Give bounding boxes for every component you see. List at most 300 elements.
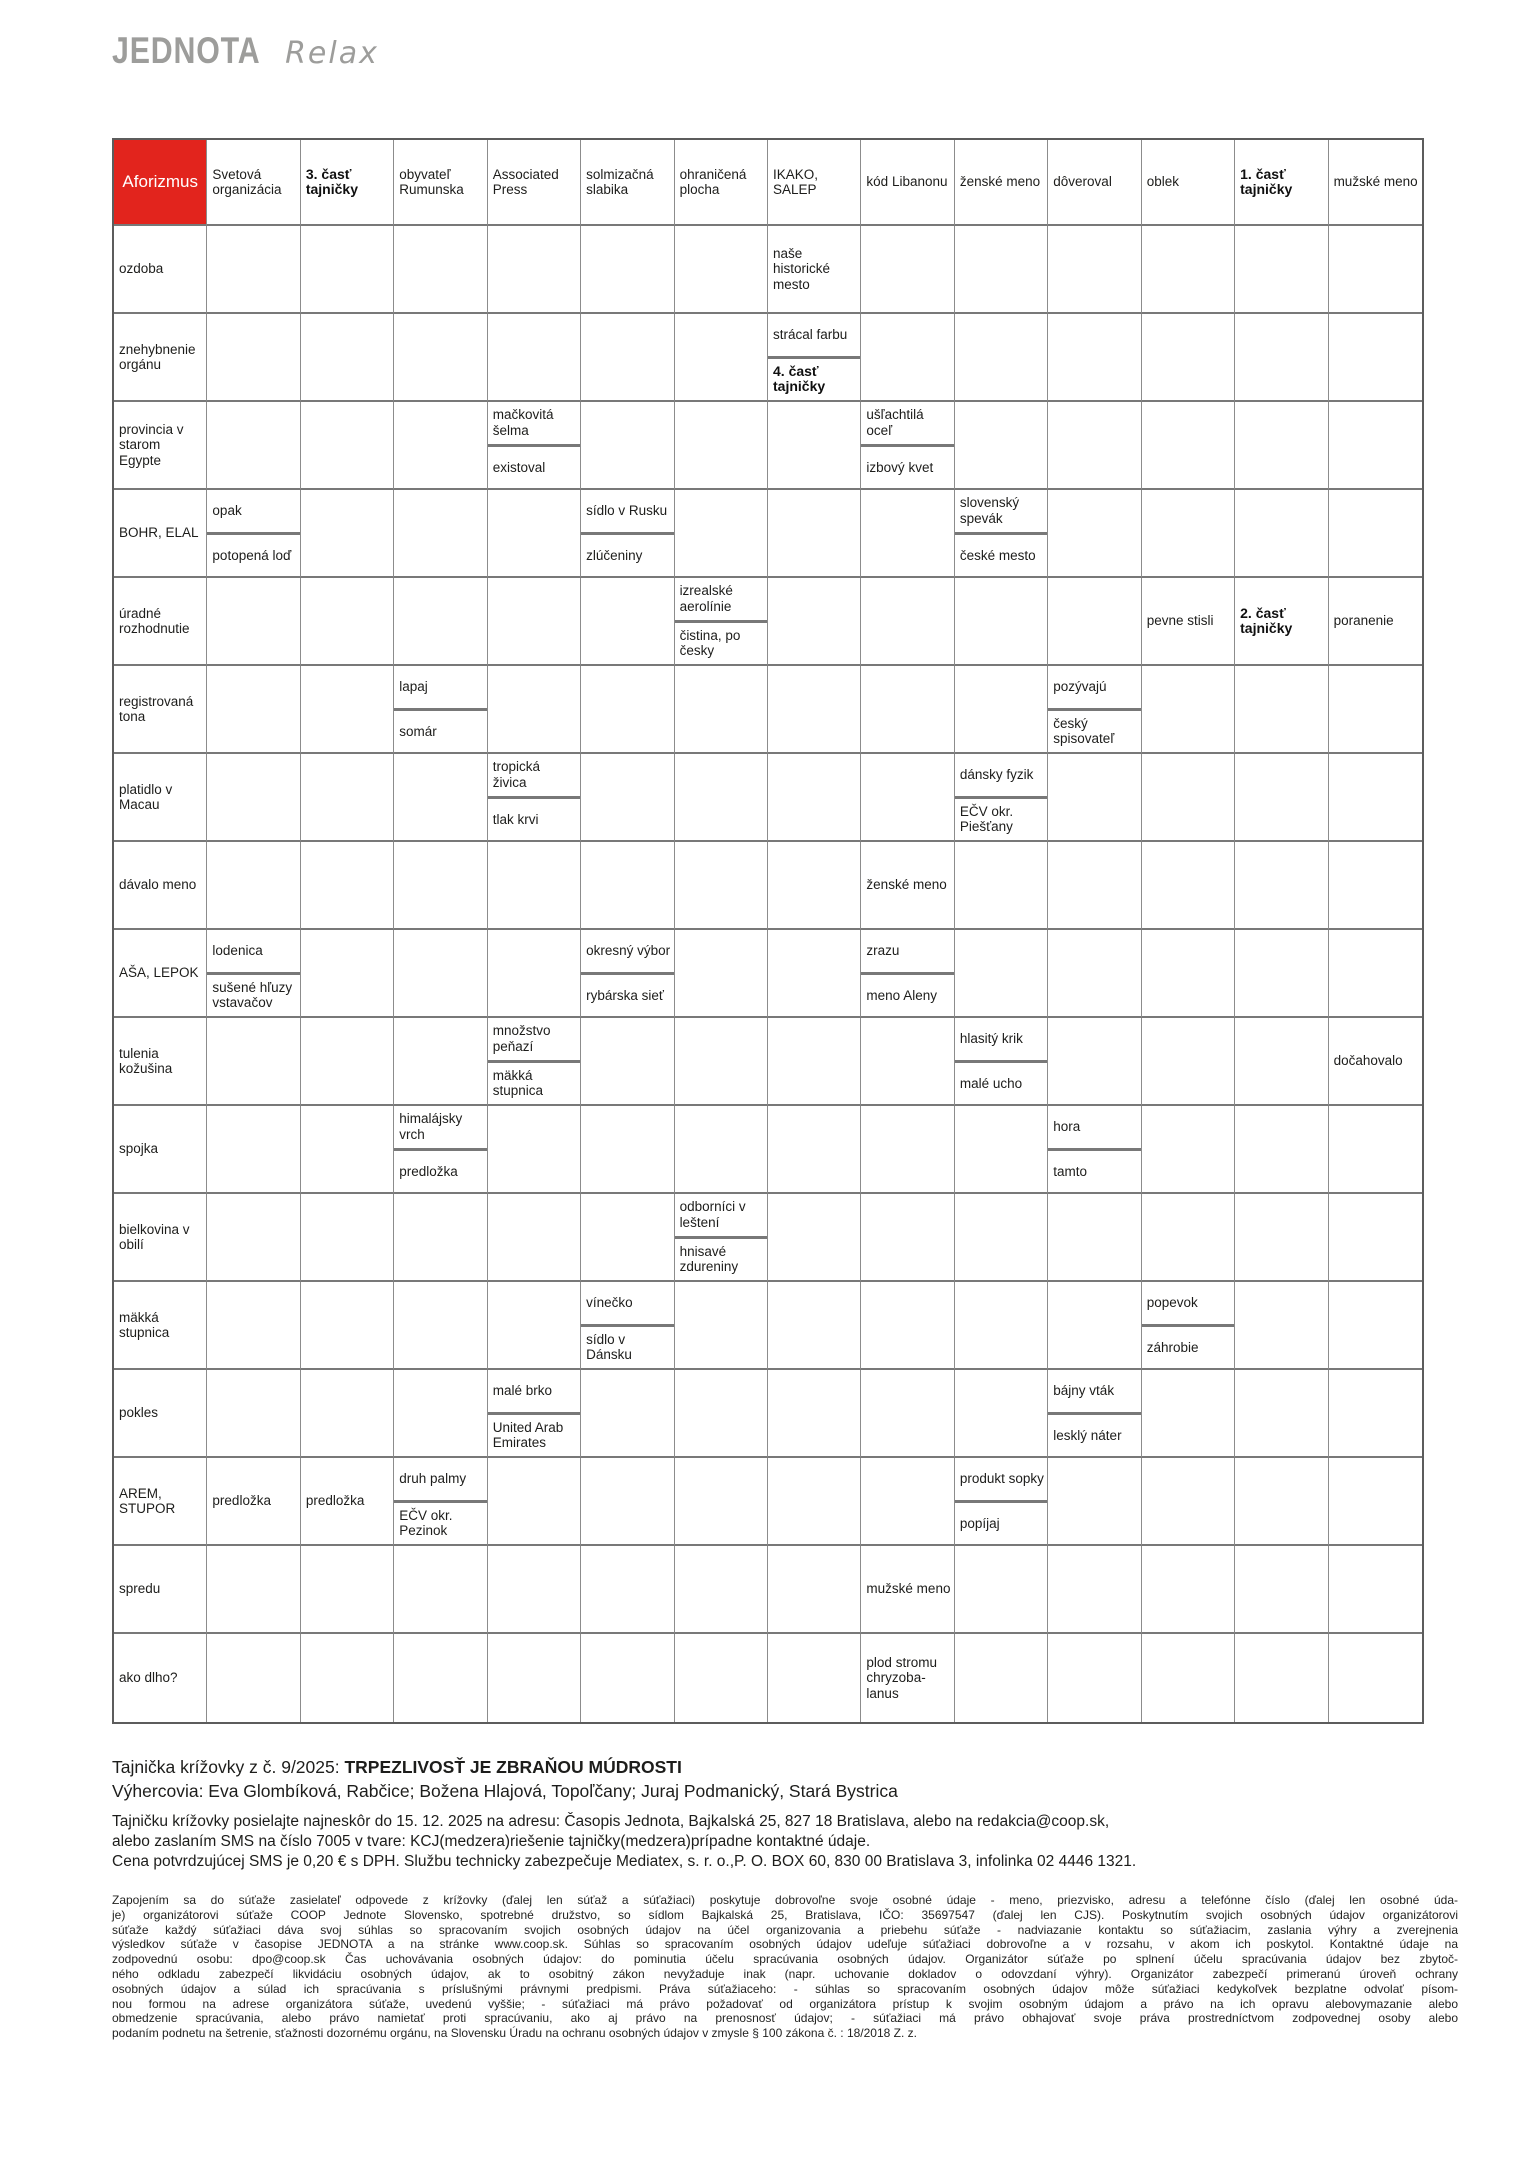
answer-cell[interactable] (581, 666, 674, 754)
clue-cell-split (955, 1458, 1048, 1546)
answer-cell[interactable] (1142, 1546, 1235, 1634)
answer-cell[interactable] (1048, 930, 1141, 1018)
answer-cell[interactable] (301, 1282, 394, 1370)
answer-cell[interactable] (1235, 314, 1328, 402)
clue-cell: plod stromu chryzoba- lanus (861, 1634, 954, 1722)
answer-cell[interactable] (768, 1106, 861, 1194)
answer-cell[interactable] (675, 226, 768, 314)
answer-cell[interactable] (1048, 842, 1141, 930)
answer-cell[interactable] (207, 1634, 300, 1722)
answer-cell[interactable] (1142, 314, 1235, 402)
answer-cell[interactable] (675, 1018, 768, 1106)
answer-cell[interactable] (301, 226, 394, 314)
legal-line: podaním podnetu na šetrenie, sťažnosti dozornému orgánu, na Slovensku Úradu na ochranu osobných údajov v zmysle § 100 zákona č. : 18/2018 Z. z. (112, 2026, 917, 2041)
clue-cell-split (488, 1018, 581, 1106)
answer-cell[interactable] (675, 1546, 768, 1634)
row-clue-cell: pokles (114, 1370, 207, 1458)
answer-cell[interactable] (768, 842, 861, 930)
clue-cell-split (581, 490, 674, 578)
answer-cell[interactable] (301, 1546, 394, 1634)
row-clue-cell: dávalo meno (114, 842, 207, 930)
instruction-line: alebo zaslaním SMS na číslo 7005 v tvare: KCJ(medzera)riešenie tajničky(medzera)prípadne kontaktné údaje. (112, 1833, 871, 1850)
grid-header-cell: oblek (1142, 140, 1235, 226)
grid-header-cell: solmizačná slabika (581, 140, 674, 226)
answer-cell[interactable] (488, 930, 581, 1018)
clue-cell-split (488, 402, 581, 490)
answer-cell[interactable] (1329, 314, 1422, 402)
answer-cell[interactable] (1329, 1458, 1422, 1546)
answer-cell[interactable] (1142, 1018, 1235, 1106)
answer-cell[interactable] (394, 1018, 487, 1106)
answer-cell[interactable] (301, 490, 394, 578)
answer-cell[interactable] (955, 930, 1048, 1018)
clue-bottom: sídlo v Dánsku (586, 1331, 632, 1363)
answer-cell[interactable] (581, 314, 674, 402)
answer-cell[interactable] (1235, 842, 1328, 930)
instruction-line: Tajničku krížovky posielajte najneskôr do 15. 12. 2025 na adresu: Časopis Jednota, Bajkalská 25, 827 18 Bratislava, alebo na redakcia@coop.sk, (112, 1813, 1110, 1830)
answer-cell[interactable] (1142, 402, 1235, 490)
grid-header-cell: ohraničená plocha (675, 140, 768, 226)
answer-cell[interactable] (488, 1634, 581, 1722)
answer-cell[interactable] (394, 1634, 487, 1722)
clue-top: hlasitý krik (955, 1018, 1047, 1063)
answer-cell[interactable] (394, 1282, 487, 1370)
clue-top: množstvo peňazí (488, 1018, 580, 1063)
answer-cell[interactable] (581, 1634, 674, 1722)
legal-line: Zapojením sa do súťaže zasielateľ odpovede z krížovky (ďalej len súťaž a súťažiaci) poskytuje dobrovoľne svoje osobné údaje - meno, priezvisko, adresu a telefónne číslo (ďalej len osobné úda- (112, 1893, 1458, 1907)
answer-cell[interactable] (955, 1370, 1048, 1458)
answer-cell[interactable] (301, 1018, 394, 1106)
answer-cell[interactable] (675, 1634, 768, 1722)
answer-cell[interactable] (768, 1282, 861, 1370)
grid-header-cell: Svetová organizácia (207, 140, 300, 226)
answer-cell[interactable] (955, 1546, 1048, 1634)
answer-cell[interactable] (581, 226, 674, 314)
answer-cell[interactable] (1329, 490, 1422, 578)
row-clue-cell: AREM, STUPOR (114, 1458, 207, 1546)
answer-cell[interactable] (861, 1282, 954, 1370)
answer-cell[interactable] (1142, 1634, 1235, 1722)
answer-cell[interactable] (768, 1370, 861, 1458)
clue-bottom: mäkká stupnica (492, 1067, 543, 1099)
answer-cell[interactable] (301, 666, 394, 754)
row-clue-cell: AŠA, LEPOK (114, 930, 207, 1018)
answer-cell[interactable] (861, 490, 954, 578)
answer-cell[interactable] (581, 402, 674, 490)
answer-cell[interactable] (394, 402, 487, 490)
answer-cell[interactable] (1142, 930, 1235, 1018)
answer-cell[interactable] (301, 578, 394, 666)
answer-cell[interactable] (394, 578, 487, 666)
row-clue-cell: tulenia kožušina (114, 1018, 207, 1106)
answer-cell[interactable] (1142, 666, 1235, 754)
answer-cell[interactable] (1235, 666, 1328, 754)
answer-cell[interactable] (301, 1370, 394, 1458)
answer-cell[interactable] (1048, 1458, 1141, 1546)
answer-cell[interactable] (1142, 1106, 1235, 1194)
clue-top: slovenský spevák (955, 490, 1047, 535)
clue-cell-split (955, 490, 1048, 578)
answer-cell[interactable] (955, 1106, 1048, 1194)
crossword-grid (112, 138, 1424, 1724)
answer-cell[interactable] (301, 1194, 394, 1282)
clue-top: dánsky fyzik (955, 754, 1047, 799)
clue-top: produkt sopky (955, 1458, 1047, 1503)
answer-cell[interactable] (1235, 1458, 1328, 1546)
row-clue-cell: BOHR, ELAL (114, 490, 207, 578)
answer-cell[interactable] (1048, 1018, 1141, 1106)
clue-cell: ženské meno (861, 842, 954, 930)
clue-cell-split (675, 1194, 768, 1282)
answer-cell[interactable] (675, 490, 768, 578)
grid-header-cell: IKAKO, SALEP (768, 140, 861, 226)
answer-cell[interactable] (488, 1106, 581, 1194)
clue-top: okresný výbor (581, 930, 673, 975)
answer-cell[interactable] (1329, 1546, 1422, 1634)
answer-cell[interactable] (1235, 490, 1328, 578)
clue-bottom: malé ucho (959, 1075, 1023, 1091)
answer-cell[interactable] (394, 490, 487, 578)
grid-header-cell: 3. časť tajničky (301, 140, 394, 226)
answer-cell[interactable] (955, 578, 1048, 666)
answer-cell[interactable] (955, 666, 1048, 754)
answer-cell[interactable] (1142, 490, 1235, 578)
clue-cell: poranenie (1329, 578, 1422, 666)
answer-cell[interactable] (861, 666, 954, 754)
answer-cell[interactable] (955, 402, 1048, 490)
answer-cell[interactable] (394, 842, 487, 930)
answer-cell[interactable] (207, 842, 300, 930)
clue-cell-split (1142, 1282, 1235, 1370)
clue-bottom: sušené hľuzy vstavačov (212, 979, 293, 1011)
answer-cell[interactable] (861, 226, 954, 314)
answer-cell[interactable] (955, 842, 1048, 930)
answer-cell[interactable] (488, 578, 581, 666)
clue-cell: predložka (207, 1458, 300, 1546)
answer-cell[interactable] (861, 1458, 954, 1546)
clue-bottom: tlak krvi (492, 811, 539, 827)
legal-line: ného odkladu zabezpečí likvidáciu osobných údajov, ak to osobitný zákon nevyžaduje inak (napr. uchovanie dokladov o odovzdaní výhry). Organizátor zabezpečí primeranú úroveň ochrany (112, 1966, 1458, 1981)
answer-cell[interactable] (301, 842, 394, 930)
answer-cell[interactable] (488, 842, 581, 930)
clue-cell-split (1048, 666, 1141, 754)
clue-bottom: EČV okr. Piešťany (959, 803, 1014, 835)
clue-cell-split (394, 1106, 487, 1194)
answer-cell[interactable] (675, 930, 768, 1018)
answer-cell[interactable] (488, 1458, 581, 1546)
answer-cell[interactable] (488, 666, 581, 754)
clue-cell-split (1048, 1370, 1141, 1458)
answer-cell[interactable] (301, 402, 394, 490)
answer-cell[interactable] (207, 666, 300, 754)
answer-cell[interactable] (488, 314, 581, 402)
answer-cell[interactable] (207, 1282, 300, 1370)
legal-line: osobných údajov a súlad ich spracúvania s príslušnými právnymi predpismi. Práva súťažiaceho: - súhlas so spracovaním osobných údajov môže súťažiaci kedykoľvek bezplatne odvolať písom- (112, 1981, 1458, 1996)
solution-line (112, 1757, 682, 1778)
answer-cell[interactable] (207, 1018, 300, 1106)
grid-header-cell: 1. časť tajničky (1235, 140, 1328, 226)
answer-cell[interactable] (1329, 1106, 1422, 1194)
answer-cell[interactable] (581, 1458, 674, 1546)
answer-cell[interactable] (581, 1370, 674, 1458)
answer-cell[interactable] (1048, 754, 1141, 842)
answer-cell[interactable] (955, 226, 1048, 314)
row-clue-cell: úradné rozhodnutie (114, 578, 207, 666)
answer-cell[interactable] (1235, 226, 1328, 314)
clue-bottom: United Arab Emirates (492, 1419, 564, 1451)
legal-line: je) organizátorovi súťaže COOP Jednote Slovensko, spotrebné družstvo, so sídlom Bajkalská 25, Bratislava, IČO: 35697547 (ďalej len CJS). Poskytnutím svojich osobných údajov organizátorovi (112, 1907, 1458, 1922)
answer-cell[interactable] (1048, 1194, 1141, 1282)
answer-cell[interactable] (581, 1106, 674, 1194)
clue-cell: 2. časť tajničky (1235, 578, 1328, 666)
clue-cell-split (207, 930, 300, 1018)
answer-cell[interactable] (207, 1106, 300, 1194)
answer-cell[interactable] (1142, 1458, 1235, 1546)
clue-top: odborníci v leštení (675, 1194, 767, 1239)
answer-cell[interactable] (1329, 842, 1422, 930)
clue-top: strácal farbu (768, 314, 860, 359)
answer-cell[interactable] (394, 1194, 487, 1282)
answer-cell[interactable] (768, 1018, 861, 1106)
answer-cell[interactable] (768, 578, 861, 666)
answer-cell[interactable] (394, 1370, 487, 1458)
answer-cell[interactable] (955, 314, 1048, 402)
answer-cell[interactable] (1329, 226, 1422, 314)
answer-cell[interactable] (955, 1634, 1048, 1722)
answer-cell[interactable] (768, 1194, 861, 1282)
clue-cell: dočahovalo (1329, 1018, 1422, 1106)
clue-cell-split (394, 1458, 487, 1546)
answer-cell[interactable] (861, 578, 954, 666)
answer-cell[interactable] (1235, 1370, 1328, 1458)
clue-top: lodenica (207, 930, 299, 975)
clue-cell-split (488, 1370, 581, 1458)
logo-jednota-text: JEDNOTA (112, 30, 261, 71)
answer-cell[interactable] (1329, 1194, 1422, 1282)
answer-cell[interactable] (1048, 402, 1141, 490)
answer-cell[interactable] (1235, 930, 1328, 1018)
answer-cell[interactable] (861, 1018, 954, 1106)
clue-cell-split (394, 666, 487, 754)
answer-cell[interactable] (861, 754, 954, 842)
row-clue-cell: znehybnenie orgánu (114, 314, 207, 402)
grid-header-cell: kód Libanonu (861, 140, 954, 226)
clue-cell-split (488, 754, 581, 842)
answer-cell[interactable] (394, 1546, 487, 1634)
answer-cell[interactable] (488, 226, 581, 314)
clue-bottom: meno Aleny (866, 987, 937, 1003)
answer-cell[interactable] (1048, 1282, 1141, 1370)
legal-line: obmedzenie spracúvania, alebo právo namietať proti spracúvaniu, ako aj právo na prenosnosť údajov; - súťažiaci má právo obhajovať svoje práva prostredníctvom zodpovednej osoby alebo (112, 2011, 1458, 2026)
clue-cell-split (1048, 1106, 1141, 1194)
answer-cell[interactable] (1048, 1546, 1141, 1634)
answer-cell[interactable] (1235, 1018, 1328, 1106)
answer-cell[interactable] (1329, 1634, 1422, 1722)
answer-cell[interactable] (1142, 1194, 1235, 1282)
clue-cell-split (861, 402, 954, 490)
answer-cell[interactable] (1235, 1546, 1328, 1634)
clue-bottom: záhrobie (1146, 1339, 1199, 1355)
answer-cell[interactable] (488, 1282, 581, 1370)
row-clue-cell: spojka (114, 1106, 207, 1194)
answer-cell[interactable] (1142, 1370, 1235, 1458)
legal-line: výsledkov súťaže v časopise JEDNOTA a na stránke www.coop.sk. Súhlas so spracovaním osobných údajov udeľuje súťažiaci dobrovoľne a v rozsahu, v akom ich poskytol. Kontaktné údaje na (112, 1937, 1458, 1952)
clue-top: tropická živica (488, 754, 580, 799)
grid-header-cell: obyvateľ Rumunska (394, 140, 487, 226)
clue-bottom: somár (399, 723, 437, 739)
clue-top: lapaj (394, 666, 486, 711)
clue-cell-split (861, 930, 954, 1018)
answer-cell[interactable] (1235, 754, 1328, 842)
clue-bottom: popíjaj (959, 1515, 1000, 1531)
answer-cell[interactable] (488, 490, 581, 578)
answer-cell[interactable] (1235, 1634, 1328, 1722)
answer-cell[interactable] (955, 1282, 1048, 1370)
answer-cell[interactable] (207, 1370, 300, 1458)
clue-bottom: zlúčeniny (586, 547, 643, 563)
clue-bottom: čistina, po česky (679, 627, 741, 659)
answer-cell[interactable] (768, 1546, 861, 1634)
grid-title-cell: Aforizmus (114, 140, 207, 226)
clue-bottom: potopená loď (212, 547, 292, 563)
answer-cell[interactable] (581, 754, 674, 842)
answer-cell[interactable] (394, 314, 487, 402)
answer-cell[interactable] (207, 226, 300, 314)
answer-cell[interactable] (675, 402, 768, 490)
answer-cell[interactable] (1329, 1370, 1422, 1458)
answer-cell[interactable] (301, 754, 394, 842)
answer-cell[interactable] (301, 930, 394, 1018)
answer-cell[interactable] (955, 1194, 1048, 1282)
answer-cell[interactable] (861, 1370, 954, 1458)
answer-cell[interactable] (207, 402, 300, 490)
clue-top: zrazu (861, 930, 953, 975)
clue-bottom: český spisovateľ (1053, 715, 1115, 747)
grid-header-cell: Associated Press (488, 140, 581, 226)
answer-cell[interactable] (301, 314, 394, 402)
legal-line: súťaže každý súťažiaci dáva svoj súhlas so spracovaním svojich osobných údajov na účel organizovania a priebehu súťaže - nadviazanie kontaktu so súťažiacim, zaslania výhry a zverejnenia (112, 1922, 1458, 1937)
clue-bottom: EČV okr. Pezinok (399, 1507, 453, 1539)
answer-cell[interactable] (768, 930, 861, 1018)
winners-line: Výhercovia: Eva Glombíková, Rabčice; Božena Hlajová, Topoľčany; Juraj Podmanický, Stará Bystrica (112, 1781, 898, 1801)
answer-cell[interactable] (1329, 666, 1422, 754)
solution-prefix: Tajnička krížovky z č. 9/2025: (112, 1757, 345, 1777)
clue-cell-split (675, 578, 768, 666)
answer-cell[interactable] (675, 666, 768, 754)
clue-cell-split (581, 1282, 674, 1370)
answer-cell[interactable] (768, 1458, 861, 1546)
answer-cell[interactable] (301, 1106, 394, 1194)
answer-cell[interactable] (675, 1370, 768, 1458)
answer-cell[interactable] (861, 1194, 954, 1282)
answer-cell[interactable] (675, 754, 768, 842)
answer-cell[interactable] (1142, 226, 1235, 314)
answer-cell[interactable] (1048, 1634, 1141, 1722)
answer-cell[interactable] (861, 314, 954, 402)
answer-cell[interactable] (207, 1194, 300, 1282)
clue-top: sídlo v Rusku (581, 490, 673, 535)
answer-cell[interactable] (1329, 402, 1422, 490)
answer-cell[interactable] (1329, 754, 1422, 842)
clue-top: ušľachtilá oceľ (861, 402, 953, 447)
clue-bottom: rybárska sieť (586, 987, 664, 1003)
answer-cell[interactable] (768, 754, 861, 842)
row-clue-cell: platidlo v Macau (114, 754, 207, 842)
answer-cell[interactable] (207, 1546, 300, 1634)
answer-cell[interactable] (207, 578, 300, 666)
answer-cell[interactable] (394, 754, 487, 842)
answer-cell[interactable] (1048, 226, 1141, 314)
clue-bottom: existoval (492, 459, 546, 475)
row-clue-cell: bielkovina v obilí (114, 1194, 207, 1282)
answer-cell[interactable] (207, 754, 300, 842)
answer-cell[interactable] (394, 930, 487, 1018)
answer-cell[interactable] (1235, 1282, 1328, 1370)
answer-cell[interactable] (1048, 490, 1141, 578)
answer-cell[interactable] (768, 666, 861, 754)
answer-cell[interactable] (581, 1194, 674, 1282)
answer-cell[interactable] (675, 314, 768, 402)
clue-cell-split (955, 1018, 1048, 1106)
answer-cell[interactable] (675, 1458, 768, 1546)
clue-cell-split (581, 930, 674, 1018)
answer-cell[interactable] (581, 842, 674, 930)
answer-cell[interactable] (675, 842, 768, 930)
answer-cell[interactable] (1048, 578, 1141, 666)
answer-cell[interactable] (207, 314, 300, 402)
solution-text: TRPEZLIVOSŤ JE ZBRAŇOU MÚDROSTI (344, 1757, 682, 1777)
answer-cell[interactable] (768, 402, 861, 490)
answer-cell[interactable] (488, 1546, 581, 1634)
submission-instructions (112, 1812, 1136, 1872)
clue-cell-split (768, 314, 861, 402)
clue-top: druh palmy (394, 1458, 486, 1503)
answer-cell[interactable] (1048, 314, 1141, 402)
answer-cell[interactable] (1235, 402, 1328, 490)
answer-cell[interactable] (1329, 930, 1422, 1018)
clue-top: bájny vták (1048, 1370, 1140, 1415)
row-clue-cell: provincia v starom Egypte (114, 402, 207, 490)
clue-cell: predložka (301, 1458, 394, 1546)
answer-cell[interactable] (581, 1546, 674, 1634)
grid-header-cell: dôveroval (1048, 140, 1141, 226)
clue-top: himalájsky vrch (394, 1106, 486, 1151)
clue-bottom: lesklý náter (1053, 1427, 1122, 1443)
answer-cell[interactable] (1329, 1282, 1422, 1370)
answer-cell[interactable] (301, 1634, 394, 1722)
clue-cell-split (955, 754, 1048, 842)
answer-cell[interactable] (488, 1194, 581, 1282)
answer-cell[interactable] (768, 1634, 861, 1722)
answer-cell[interactable] (1142, 754, 1235, 842)
logo-relax-text: Relax (285, 36, 379, 71)
row-clue-cell: registrovaná tona (114, 666, 207, 754)
answer-cell[interactable] (768, 490, 861, 578)
grid-header-cell: ženské meno (955, 140, 1048, 226)
answer-cell[interactable] (675, 1282, 768, 1370)
answer-cell[interactable] (581, 578, 674, 666)
clue-top: opak (207, 490, 299, 535)
legal-line: zodpovednú osobu: dpo@coop.sk Čas uchovávania osobných údajov: do pominutia účelu spracúvania osobných údajov. Organizátor súťaže po splnení účelu spracúvania údajov bez zbytoč- (112, 1952, 1458, 1967)
answer-cell[interactable] (675, 1106, 768, 1194)
answer-cell[interactable] (581, 1018, 674, 1106)
answer-cell[interactable] (1235, 1106, 1328, 1194)
answer-cell[interactable] (861, 1106, 954, 1194)
answer-cell[interactable] (1235, 1194, 1328, 1282)
clue-bottom: tamto (1053, 1163, 1088, 1179)
answer-cell[interactable] (394, 226, 487, 314)
answer-cell[interactable] (1142, 842, 1235, 930)
